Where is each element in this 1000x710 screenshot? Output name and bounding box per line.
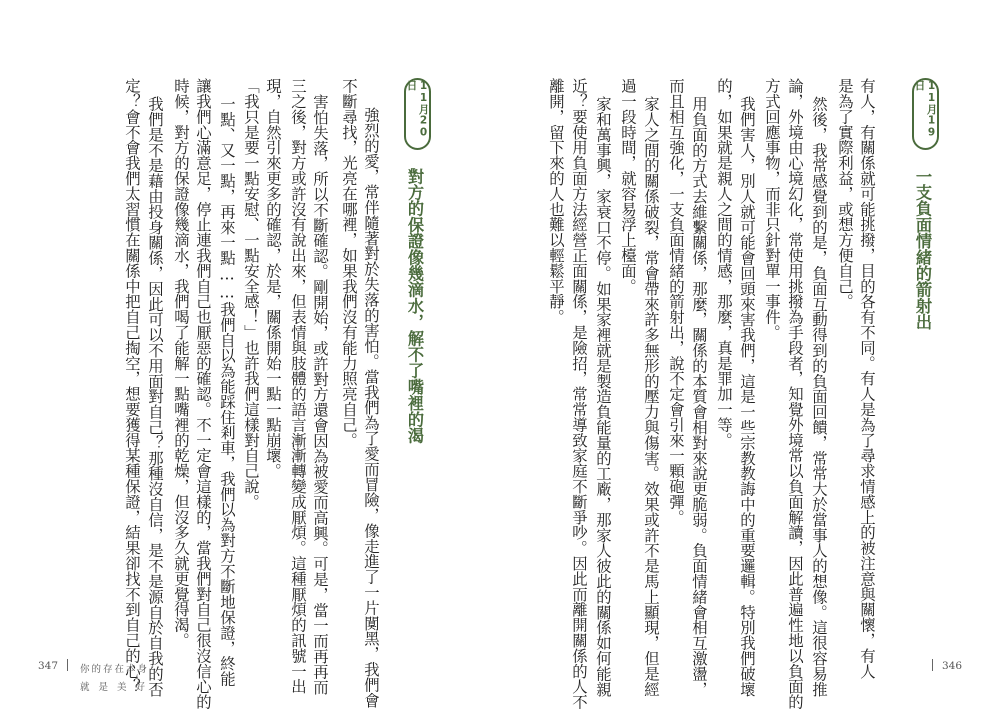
page-number: 346 [942,660,963,672]
body-column: 近？要使用負面方法經營正面關係，是險招，常常導致家庭不斷爭吵。因此而離開關係的人不 [570,78,588,710]
running-head-line2: 就是美好 [80,682,155,693]
body-column: 過一段時間，就容易浮上檯面。 [619,78,637,294]
body-column: 論，外境由心境幻化，常使用挑撥為手段者，知覺外境常以負面解讀，因此普遍性地以負面的 [786,78,804,710]
body-column: 一點、又一點，再來一點……我們自以為能踩住剎車，我們以為對方不斷地保證，終能 [218,96,236,687]
folio-separator [932,659,933,671]
running-head-line1: 你的存在本身 [80,664,150,675]
body-column: 離開，留下來的人也難以輕鬆平靜。 [547,78,565,325]
entry-date: 11月19日 [913,80,938,139]
body-column: 而且相互強化，一支負面情緒的箭射出，說不定會引來一顆砲彈。 [667,78,685,525]
body-column: 方式回應事物，而非只針對單一事件。 [763,78,781,340]
body-column: 定？會不會我們太習慣在關係中把自己掏空，想要獲得某種保證，結果卻找不到自己的心？ [123,78,141,694]
body-column: 時候，對方的保證像幾滴水，我們喝了能解一點嘴裡的乾燥，但沒多久就更覺得渴。 [172,78,190,648]
entry-title: 對方的保證像幾滴水，解不了嘴裡的渴 [405,168,424,444]
body-column: 現，自然引來更多的確認，於是，關係開始一點一點崩壞。 [264,78,282,479]
body-column: 「我只是要一點安慰、一點安全感！」也許我們這樣對自己說。 [242,78,260,510]
body-column: 有人，有關係就可能挑撥，目的各有不同。有人是為了尋求情感上的被注意與關懷，有人 [858,78,876,679]
body-column: 我們是不是藉由投身關係，因此可以不用面對自己？那種沒自信，是不是源自於自我的否 [146,96,164,697]
body-column: 用負面的方式去維繫關係，那麼，關係的本質會相對來說更脆弱。負面情緒會相互激盪， [690,96,708,697]
body-column: 害怕失落，所以不斷確認。剛開始，或許對方還會因為被愛而高興。可是，當一而再再而 [311,94,329,695]
body-column: 然後，我常感覺到的是，負面互動得到的負面回饋，常常大於當事人的想像。這很容易推 [810,96,828,697]
folio-separator [67,659,68,671]
body-column: 強烈的愛，常伴隨著對於失落的害怕。當我們為了愛而冒險，像走進了一片闃黑，我們會 [362,107,380,708]
right-page [500,0,1000,710]
body-column: 是為了實際利益，或想方便自己。 [836,78,854,309]
body-column: 三之後，對方或許沒有說出來，但表情與肢體的語言漸漸轉變成厭煩。這種厭煩的訊號一出 [289,78,307,694]
body-column: 家和萬事興，家衰口不停。如果家裡就是製造負能量的工廠，那家人彼此的關係如何能親 [594,96,612,697]
entry-date: 11月20日 [405,80,430,139]
entry-date-badge [912,78,939,150]
body-column: 的，如果就是親人之間的情感，那麼，真是罪加一等。 [715,78,733,448]
body-column: 讓我們心滿意足，停止連我們自己也厭惡的確認。不一定會這樣的，當我們對自己很沒信心的 [194,78,212,710]
body-column: 家人之間的關係破裂，常會帶來許多無形的壓力與傷害。效果或許不是馬上顯現，但是經 [642,96,660,697]
body-column: 我們害人，別人就可能會回頭來害我們，這是一些宗教教誨中的重要邏輯。特別我們破壞 [738,96,756,697]
body-column: 不斷尋找，光亮在哪裡，如果我們沒有能力照亮自己。 [340,78,358,448]
entry-title: 一支負面情緒的箭射出 [913,168,932,330]
entry-date-badge [404,78,431,150]
page-number: 347 [38,660,59,672]
